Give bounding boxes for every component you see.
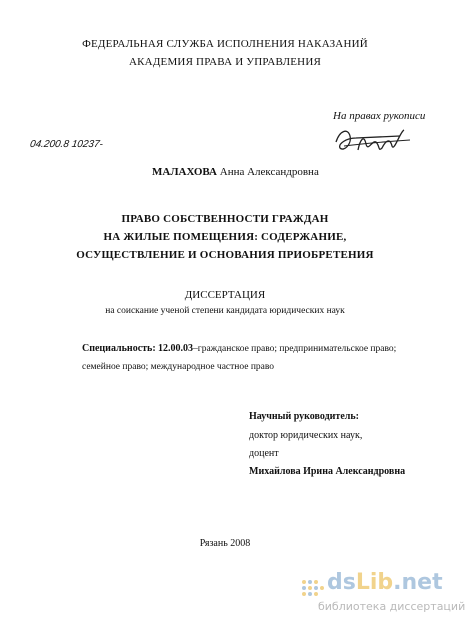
specialty-text-1: –гражданское право; предпринимательское право; [193, 344, 397, 354]
registry-stamp: 04.200.8 10237- [29, 139, 104, 150]
document-type: ДИССЕРТАЦИЯ [184, 289, 266, 301]
title-line-1: ПРАВО СОБСТВЕННОСТИ ГРАЖДАН [121, 213, 329, 225]
author-signature [330, 122, 415, 158]
watermark [300, 570, 465, 620]
dots-logo-icon [300, 578, 328, 600]
watermark-logo [327, 570, 443, 595]
specialty-code: 12.00.03 [158, 343, 194, 354]
title-line-3: ОСУЩЕСТВЛЕНИЕ И ОСНОВАНИЯ ПРИОБРЕТЕНИЯ [76, 249, 374, 261]
watermark-subtitle: библиотека диссертаций [318, 600, 465, 613]
supervisor-rank: доцент [249, 448, 279, 459]
watermark-logo-ds: ds [327, 570, 356, 595]
specialty-line-2: семейное право; международное частное право [82, 362, 275, 372]
institution-line-2: АКАДЕМИЯ ПРАВА И УПРАВЛЕНИЯ [129, 56, 321, 68]
institution-line-1: ФЕДЕРАЛЬНАЯ СЛУЖБА ИСПОЛНЕНИЯ НАКАЗАНИЙ [82, 38, 368, 50]
degree-line: на соискание ученой степени кандидата юридических наук [105, 306, 345, 316]
place-and-year: Рязань 2008 [199, 538, 251, 549]
manuscript-note: На правах рукописи [333, 110, 426, 122]
specialty-line-1 [82, 343, 396, 354]
watermark-logo-net: .net [393, 570, 443, 595]
author-name [152, 166, 319, 178]
supervisor-heading: Научный руководитель: [249, 411, 359, 422]
specialty-label: Специальность: [82, 343, 156, 354]
supervisor-name: Михайлова Ирина Александровна [249, 466, 406, 477]
supervisor-degree: доктор юридических наук, [249, 430, 363, 441]
author-surname: МАЛАХОВА [152, 166, 217, 178]
watermark-logo-lib: Lib [355, 570, 394, 595]
title-line-2: НА ЖИЛЫЕ ПОМЕЩЕНИЯ: СОДЕРЖАНИЕ, [103, 231, 347, 243]
author-given-names: Анна Александровна [219, 166, 319, 178]
